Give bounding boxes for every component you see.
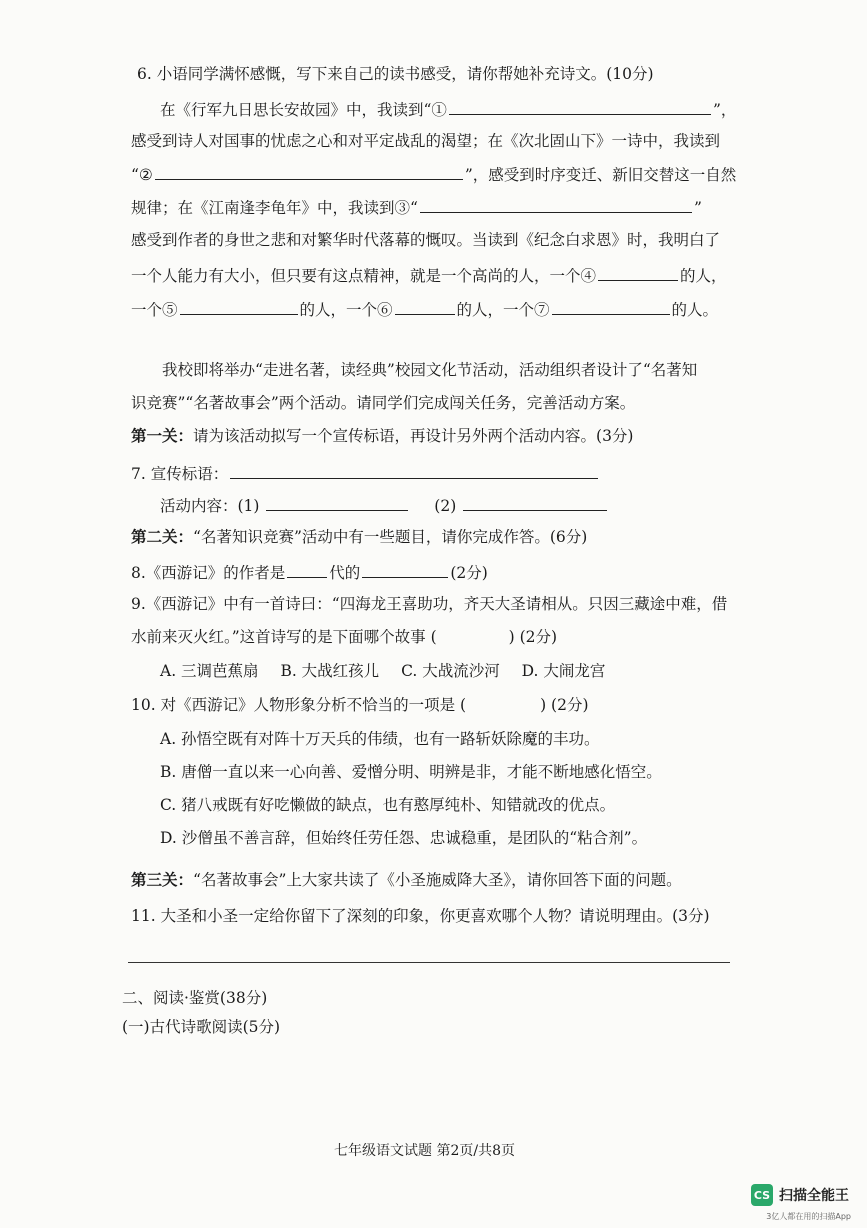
- q10-option-d[interactable]: D. 沙僧虽不善言辞，但始终任劳任怨、忠诚稳重，是团队的“粘合剂”。: [160, 829, 648, 847]
- q6-blank-3[interactable]: [420, 196, 692, 213]
- q6-line4: [131, 196, 702, 218]
- section2-subtitle: (一)古代诗歌阅读(5分): [122, 1018, 281, 1036]
- q10-option-c[interactable]: C. 猪八戒既有好吃懒做的缺点，也有憨厚纯朴、知错就改的优点。: [160, 796, 616, 814]
- q6-blank-6[interactable]: [395, 298, 455, 315]
- q10-option-b[interactable]: B. 唐僧一直以来一心向善、爱憎分明、明辨是非，才能不断地感化悟空。: [160, 763, 662, 781]
- cs-logo-icon: CS: [751, 1184, 773, 1206]
- intro-line1: 我校即将举办“走进名著，读经典”校园文化节活动，活动组织者设计了“名著知: [162, 361, 698, 379]
- stage2-label: 第二关：: [131, 527, 194, 546]
- q8: [131, 561, 488, 583]
- q10-stem-score: ) (2分): [540, 696, 589, 714]
- q6-line7: [131, 298, 718, 320]
- stage3-text: “名著故事会”上大家共读了《小圣施威降大圣》，请你回答下面的问题。: [193, 871, 682, 889]
- q6-blank-7[interactable]: [552, 298, 670, 315]
- q6-line4-text: 规律；在《江南逢李龟年》中，我读到③“: [131, 199, 418, 217]
- q6-line7-c: 的人，一个⑦: [456, 301, 550, 319]
- q11-answer-line[interactable]: [128, 962, 730, 963]
- q6-blank-2[interactable]: [155, 163, 463, 180]
- q6-line1-text: 在《行军九日思长安故园》中，我读到“①: [160, 101, 447, 119]
- q6-line6: [131, 264, 727, 286]
- q6-line1: [160, 98, 736, 120]
- q6-blank-4[interactable]: [598, 264, 678, 281]
- q10-stem: [131, 695, 589, 715]
- q6-line2: 感受到诗人对国事的忧虑之心和对平定战乱的渴望；在《次北固山下》一诗中，我读到: [131, 132, 721, 150]
- q9-option-b[interactable]: B. 大战红孩儿: [280, 662, 380, 680]
- q6-line5: 感受到作者的身世之悲和对繁华时代落幕的慨叹。当读到《纪念白求恩》时，我明白了: [131, 231, 721, 249]
- q9-line2-text: 水前来灭火红。”这首诗写的是下面哪个故事 (: [131, 628, 437, 646]
- intro-line2: 识竞赛”“名著故事会”两个活动。请同学们完成闯关任务，完善活动方案。: [131, 394, 636, 412]
- stage3-label: 第三关：: [131, 870, 194, 889]
- q9-option-a[interactable]: A. 三调芭蕉扇: [160, 662, 259, 680]
- q6-line7-a: 一个⑤: [131, 301, 178, 319]
- q6-line7-d: 的人。: [671, 301, 719, 319]
- q6-line3: [131, 163, 736, 185]
- q7-activity-blank-2[interactable]: [463, 494, 607, 511]
- q9-option-d[interactable]: D. 大闹龙宫: [521, 662, 606, 680]
- q8-text-b: 代的: [329, 564, 361, 582]
- q7-activity-2-label: (2): [434, 497, 457, 515]
- q8-text-a: 8.《西游记》的作者是: [131, 564, 286, 582]
- q6-line4-end: ”: [693, 199, 702, 217]
- q9-option-c[interactable]: C. 大战流沙河: [401, 662, 500, 680]
- q8-blank-author[interactable]: [362, 561, 448, 578]
- stage2-heading: [131, 527, 587, 547]
- q8-score: (2分): [450, 564, 488, 582]
- q10-option-a[interactable]: A. 孙悟空既有对阵十万天兵的伟绩，也有一路斩妖除魔的丰功。: [160, 730, 600, 748]
- watermark-tagline: 3亿人都在用的扫描App: [766, 1212, 851, 1221]
- q7-slogan: [131, 462, 600, 484]
- q7-activities-label: 活动内容：(1): [160, 497, 260, 515]
- q11-stem: 11. 大圣和小圣一定给你留下了深刻的印象，你更喜欢哪个人物？请说明理由。(3分): [131, 907, 710, 925]
- stage3-heading: [131, 870, 682, 890]
- q7-activity-blank-1[interactable]: [266, 494, 408, 511]
- stage2-text: “名著知识竞赛”活动中有一些题目，请你完成作答。(6分): [193, 528, 588, 546]
- q10-stem-text: 10. 对《西游记》人物形象分析不恰当的一项是 (: [131, 696, 467, 714]
- stage1-heading: [131, 426, 633, 446]
- q6-line3-end: ”，感受到时序变迁、新旧交替这一自然: [464, 166, 737, 184]
- q9-line2-score: ) (2分): [508, 628, 558, 646]
- watermark-name: 扫描全能王: [779, 1188, 849, 1204]
- q8-blank-dynasty[interactable]: [287, 561, 327, 578]
- stage1-label: 第一关：: [131, 426, 194, 445]
- q6-blank-5[interactable]: [180, 298, 298, 315]
- q7-activities: [160, 494, 609, 516]
- q7-slogan-blank[interactable]: [230, 462, 598, 479]
- q6-blank-1[interactable]: [449, 98, 711, 115]
- q9-line2: [131, 627, 557, 647]
- scanner-watermark: [751, 1184, 849, 1206]
- q6-line7-b: 的人，一个⑥: [299, 301, 393, 319]
- q6-line1-end: ”，: [712, 101, 737, 119]
- q6-line6-text: 一个人能力有大小，但只要有这点精神，就是一个高尚的人，一个④: [131, 267, 597, 285]
- stage1-text: 请为该活动拟写一个宣传标语，再设计另外两个活动内容。(3分): [193, 427, 634, 445]
- page-footer: 七年级语文试题 第2页/共8页: [334, 1143, 515, 1159]
- q6-line6-end: 的人，: [680, 267, 727, 285]
- section2-title: 二、阅读·鉴赏(38分): [122, 989, 268, 1007]
- q9-options: [160, 661, 605, 681]
- q6-line3-text: “②: [131, 166, 153, 184]
- q7-slogan-label: 7. 宣传标语：: [131, 465, 229, 483]
- q9-line1: 9.《西游记》中有一首诗曰：“四海龙王喜助功，齐天大圣请相从。只因三藏途中难，借: [131, 595, 728, 613]
- q6-stem: 6. 小语同学满怀感慨，写下来自己的读书感受，请你帮她补充诗文。(10分): [137, 65, 654, 83]
